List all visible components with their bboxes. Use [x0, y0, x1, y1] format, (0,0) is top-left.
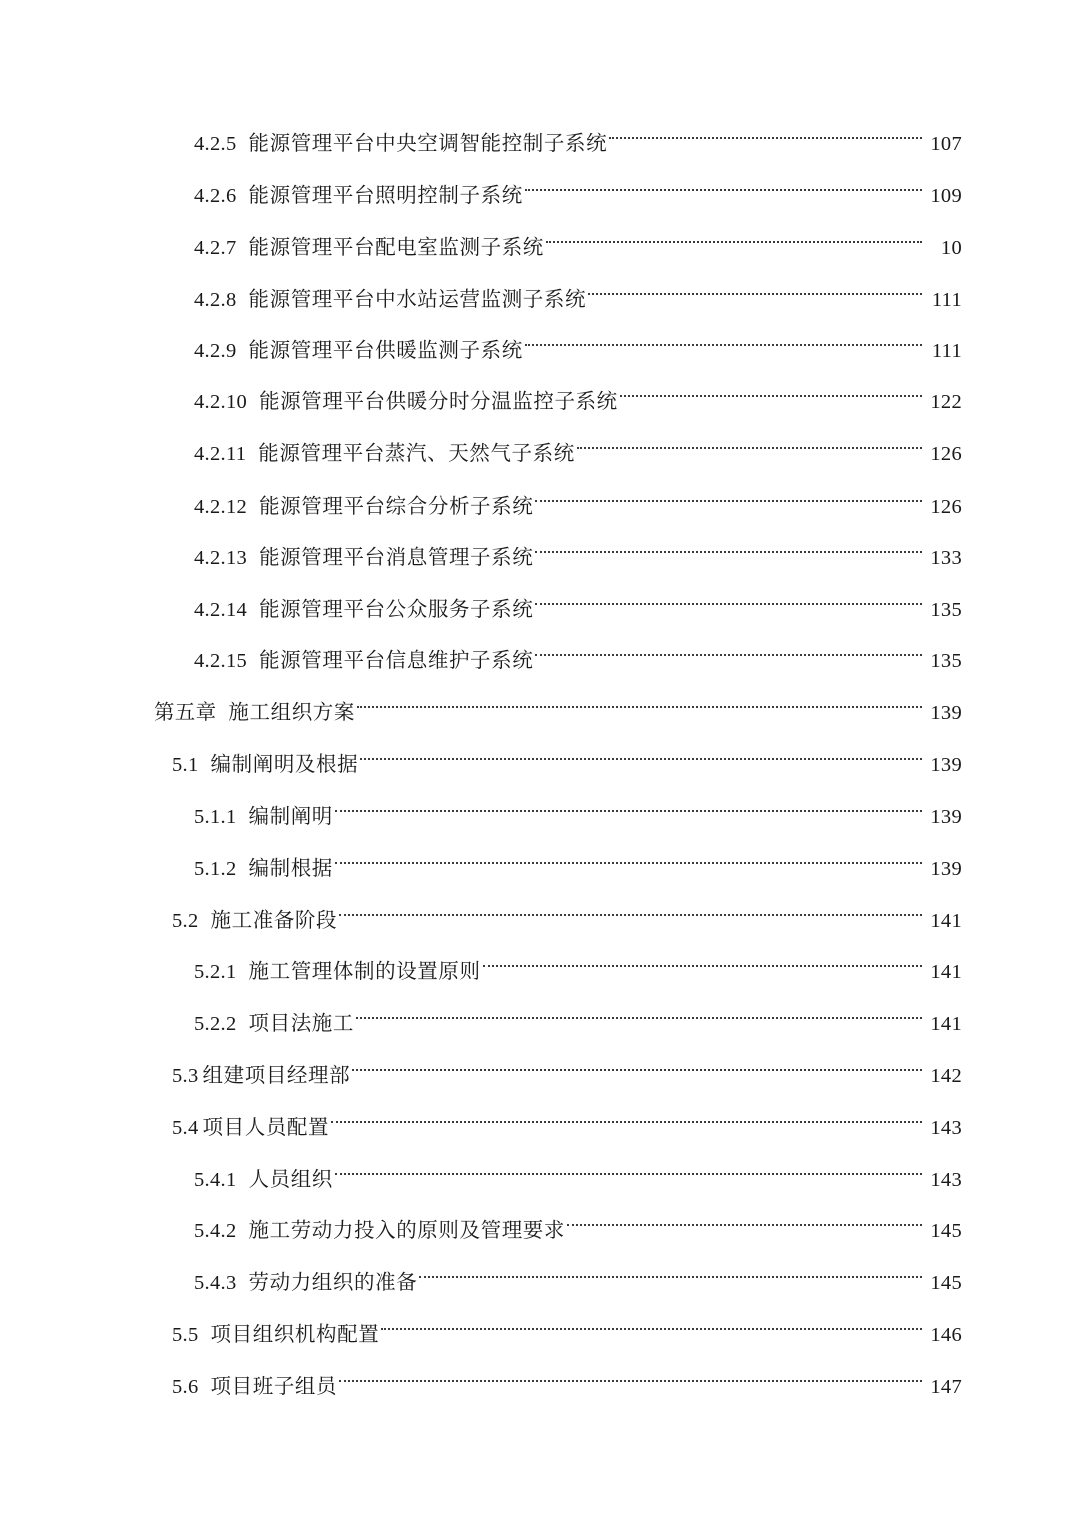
toc-entry-number: 4.2.9: [194, 340, 237, 362]
toc-entry[interactable]: [194, 473, 962, 518]
toc-entry[interactable]: [172, 1301, 962, 1346]
dot-leader: [381, 1301, 922, 1341]
toc-entry-page: 133: [930, 547, 962, 569]
toc-entry-number: 5.4: [172, 1117, 199, 1139]
toc-entry-number: 4.2.13: [194, 547, 248, 569]
dot-leader: [335, 1146, 922, 1186]
toc-entry-number: 5.5: [172, 1324, 199, 1346]
toc-entry-number: 4.2.11: [194, 443, 247, 465]
toc-entry-number: 5.4.3: [194, 1272, 237, 1294]
toc-entry-page: 139: [930, 806, 962, 828]
dot-leader: [339, 1353, 922, 1393]
toc-entry-title: 能源管理平台供暖分时分温监控子系统: [259, 391, 618, 413]
toc-entry-title: 能源管理平台消息管理子系统: [259, 547, 534, 569]
toc-entry-number: 第五章: [154, 702, 217, 724]
toc-entry-title: 项目人员配置: [202, 1117, 330, 1139]
toc-entry-title: 编制阐明及根据: [210, 754, 359, 776]
toc-entry-page: 142: [930, 1065, 962, 1087]
toc-entry-page: 135: [930, 599, 962, 621]
toc-entry-title: 能源管理平台照明控制子系统: [248, 185, 523, 207]
toc-entry-number: 4.2.5: [194, 133, 237, 155]
toc-entry[interactable]: [172, 887, 962, 932]
toc-entry-page: 143: [930, 1169, 962, 1191]
toc-entry-number: 5.1.2: [194, 858, 237, 880]
toc-entry-title: 项目法施工: [248, 1013, 354, 1035]
dot-leader: [419, 1249, 922, 1289]
dot-leader: [546, 214, 922, 254]
toc-entry-number: 4.2.14: [194, 599, 248, 621]
toc-entry-title: 能源管理平台中央空调智能控制子系统: [248, 133, 608, 155]
toc-entry-title: 能源管理平台供暖监测子系统: [248, 340, 523, 362]
toc-entry-title: 施工劳动力投入的原则及管理要求: [248, 1220, 565, 1242]
toc-entry-title: 人员组织: [248, 1169, 333, 1191]
dot-leader: [352, 1042, 922, 1082]
dot-leader: [525, 317, 922, 357]
dot-leader: [357, 679, 922, 719]
toc-entry-number: 5.1.1: [194, 806, 237, 828]
toc-entry-title: 能源管理平台综合分析子系统: [259, 496, 534, 518]
toc-entry-page: 10: [940, 237, 962, 259]
toc-entry-number: 4.2.6: [194, 185, 237, 207]
toc-entry[interactable]: [154, 679, 962, 724]
dot-leader: [525, 162, 922, 202]
toc-entry-page: 126: [930, 443, 962, 465]
toc-entry-number: 5.2.1: [194, 961, 237, 983]
toc-entry[interactable]: [194, 783, 962, 828]
toc-entry[interactable]: [194, 835, 962, 880]
toc-entry-page: 147: [930, 1376, 962, 1398]
toc-entry-number: 4.2.12: [194, 496, 248, 518]
toc-entry-title: 能源管理平台公众服务子系统: [259, 599, 534, 621]
toc-entry-page: 146: [930, 1324, 962, 1346]
dot-leader: [535, 524, 922, 564]
dot-leader: [567, 1197, 922, 1237]
toc-entry-page: 143: [930, 1117, 962, 1139]
toc-entry-page: 135: [930, 650, 962, 672]
toc-entry-title: 编制阐明: [248, 806, 333, 828]
toc-entry-page: 141: [930, 910, 962, 932]
toc-entry-title: 能源管理平台配电室监测子系统: [248, 237, 544, 259]
dot-leader: [588, 266, 922, 306]
toc-entry[interactable]: [194, 420, 962, 465]
toc-entry-number: 5.1: [172, 754, 199, 776]
toc-entry-title: 组建项目经理部: [202, 1065, 351, 1087]
toc-entry-number: 5.2.2: [194, 1013, 237, 1035]
toc-entry[interactable]: [194, 317, 962, 362]
toc-entry-page: 139: [930, 858, 962, 880]
toc-entry-page: 145: [930, 1220, 962, 1242]
toc-entry-number: 5.6: [172, 1376, 199, 1398]
dot-leader: [620, 368, 922, 408]
toc-entry-number: 4.2.7: [194, 237, 237, 259]
toc-entry-page: 111: [931, 289, 962, 311]
toc-entry[interactable]: [194, 1146, 962, 1191]
toc-entry[interactable]: [194, 576, 962, 621]
toc-entry-title: 能源管理平台信息维护子系统: [259, 650, 534, 672]
toc-entry-title: 施工组织方案: [228, 702, 356, 724]
toc-entry[interactable]: [172, 731, 962, 776]
toc-entry-page: 111: [931, 340, 962, 362]
toc-entry[interactable]: [194, 110, 962, 155]
toc-entry-page: 126: [930, 496, 962, 518]
toc-entry-number: 4.2.15: [194, 650, 248, 672]
toc-entry-page: 139: [930, 702, 962, 724]
toc-entry-number: 5.4.2: [194, 1220, 237, 1242]
dot-leader: [331, 1094, 922, 1134]
toc-entry-page: 122: [930, 391, 962, 413]
toc-entry-title: 施工管理体制的设置原则: [248, 961, 481, 983]
dot-leader: [335, 783, 922, 823]
toc-entry-number: 5.4.1: [194, 1169, 237, 1191]
toc-entry[interactable]: [194, 627, 962, 672]
toc-entry-number: 4.2.10: [194, 391, 248, 413]
toc-entry-page: 109: [930, 185, 962, 207]
toc-entry-title: 能源管理平台中水站运营监测子系统: [248, 289, 587, 311]
toc-entry[interactable]: [194, 266, 962, 311]
toc-entry[interactable]: [194, 214, 962, 259]
toc-entry-page: 141: [930, 961, 962, 983]
dot-leader: [577, 420, 922, 460]
toc-entry-page: 107: [930, 133, 962, 155]
toc-entry[interactable]: [172, 1094, 962, 1139]
toc-entry[interactable]: [172, 1353, 962, 1398]
toc-entry-title: 能源管理平台蒸汽、天然气子系统: [258, 443, 575, 465]
toc-entry[interactable]: [194, 368, 962, 413]
toc-entry-title: 劳动力组织的准备: [248, 1272, 418, 1294]
dot-leader: [535, 576, 922, 616]
dot-leader: [356, 990, 922, 1030]
dot-leader: [339, 887, 922, 927]
dot-leader: [535, 627, 922, 667]
toc-entry[interactable]: [194, 990, 962, 1035]
toc-entry[interactable]: [194, 524, 962, 569]
toc-entry-title: 项目班子组员: [210, 1376, 338, 1398]
toc-entry-title: 编制根据: [248, 858, 333, 880]
dot-leader: [609, 110, 922, 150]
dot-leader: [360, 731, 922, 771]
toc-entry-title: 项目组织机构配置: [210, 1324, 380, 1346]
dot-leader: [535, 473, 922, 513]
toc-entry-number: 5.3: [172, 1065, 199, 1087]
toc-entry[interactable]: [194, 938, 962, 983]
toc-entry-number: 5.2: [172, 910, 199, 932]
toc-entry[interactable]: [194, 1197, 962, 1242]
toc-entry[interactable]: [172, 1042, 962, 1087]
dot-leader: [335, 835, 922, 875]
toc-entry-title: 施工准备阶段: [210, 910, 338, 932]
toc-entry-page: 139: [930, 754, 962, 776]
toc-entry[interactable]: [194, 162, 962, 207]
toc-entry-page: 145: [930, 1272, 962, 1294]
toc-entry-page: 141: [930, 1013, 962, 1035]
toc-entry-number: 4.2.8: [194, 289, 237, 311]
dot-leader: [483, 938, 922, 978]
toc-entry[interactable]: [194, 1249, 962, 1294]
